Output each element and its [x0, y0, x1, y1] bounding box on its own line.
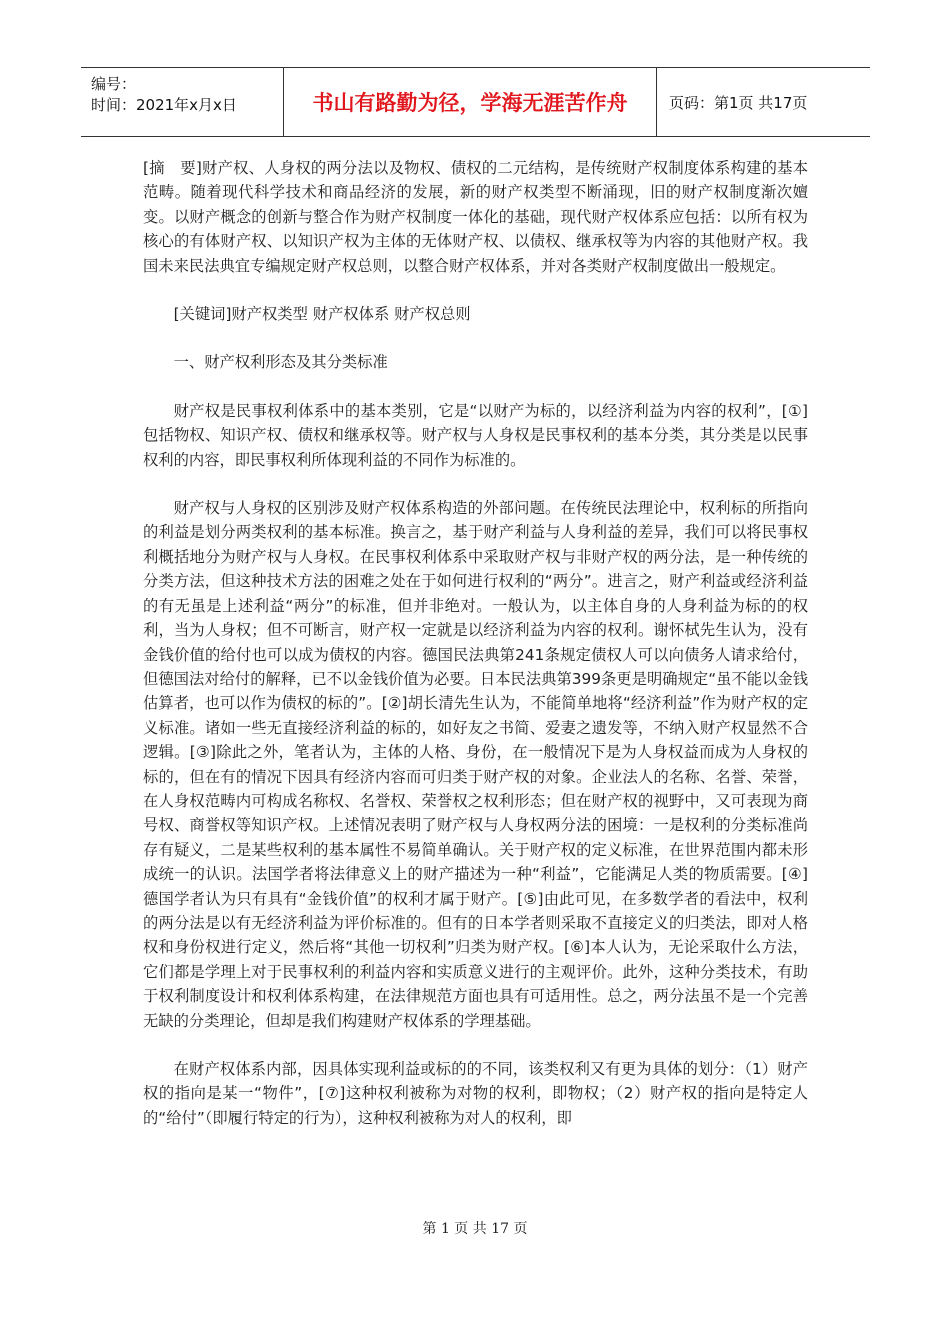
page-header [81, 67, 870, 137]
body-paragraph-2: 财产权与人身权的区别涉及财产权体系构造的外部问题。在传统民法理论中，权利标的所指向的利益是划分两类权利的基本标准。换言之，基于财产利益与人身利益的差异，我们可以将民事权利概括地分为财产权与人身权。在民事权利体系中采取财产权与非财产权的两分法，是一种传统的分类方法，但这种技术方法的困难之处在于如何进行权利的“两分”。进言之，财产利益或经济利益的有无虽是上述利益“两分”的标准，但并非绝对。一般认为，以主体自身的人身利益为标的的权利，当为人身权；但不可断言，财产权一定就是以经济利益为内容的权利。谢怀栻先生认为，没有金钱价值的给付也可以成为债权的内容。德国民法典第241条规定债权人可以向债务人请求给付，但德国法对给付的解释，已不以金钱价值为必要。日本民法典第399条更是明确规定“虽不能以金钱估算者，也可以作为债权的标的”。[②]胡长清先生认为，不能简单地将“经济利益”作为财产权的定义标准。诸如一些无直接经济利益的标的，如好友之书简、爱妻之遗发等，不纳入财产权显然不合逻辑。[③]除此之外，笔者认为，主体的人格、身份，在一般情况下是为人身权益而成为人身权的标的，但在有的情况下因具有经济内容而可归类于财产权的对象。企业法人的名称、名誉、荣誉，在人身权范畴内可构成名称权、名誉权、荣誉权之权利形态；但在财产权的视野中，又可表现为商号权、商誉权等知识产权。上述情况表明了财产权与人身权两分法的困境：一是权利的分类标准尚存有疑义，二是某些权利的基本属性不易简单确认。关于财产权的定义标准，在世界范围内都未形成统一的认识。法国学者将法律意义上的财产描述为一种“利益”，它能满足人类的物质需要。[④]德国学者认为只有具有“金钱价值”的权利才属于财产。[⑤]由此可见，在多数学者的看法中，权利的两分法是以有无经济利益为评价标准的。但有的日本学者则采取不直接定义的归类法，即对人格权和身份权进行定义，然后将“其他一切权利”归类为财产权。[⑥]本人认为，无论采取什么方法，它们都是学理上对于民事权利的利益内容和实质意义进行的主观评价。此外，这种分类技术，有助于权利制度设计和权利体系构建，在法律规范方面也具有可适用性。总之，两分法虽不是一个完善无缺的分类理论，但却是我们构建财产权体系的学理基础。 [143, 499, 808, 1030]
header-page-info: 页码：第1页 共17页 [669, 93, 808, 112]
section-title: 一、财产权利形态及其分类标准 [173, 353, 388, 372]
document-number-label: 编号： [91, 75, 137, 93]
header-meta [81, 68, 284, 136]
body-paragraph-3: 在财产权体系内部，因具体实现利益或标的的不同，该类权利又有更为具体的划分：（1）财产权的指向是某一“物件”，[⑦]这种权利被称为对物的权利，即物权；（2）财产权的指向是特定人的“给付”（即履行特定的行为），这种权利被称为对人的权利，即 [143, 1060, 808, 1127]
header-motto: 书山有路勤为径，学海无涯苦作舟 [284, 68, 657, 136]
document-body [143, 156, 808, 1130]
document-time-label: 时间：2021年x月x日 [91, 96, 237, 114]
body-paragraph-1: 财产权是民事权利体系中的基本类别，它是“以财产为标的，以经济利益为内容的权利”，[①]包括物权、知识产权、债权和继承权等。财产权与人身权是民事权利的基本分类，其分类是以民事权利的内容，即民事权利所体现利益的不同作为标准的。 [143, 401, 808, 469]
keywords-line: [关键词]财产权类型 财产权体系 财产权总则 [173, 305, 471, 324]
abstract-paragraph: [摘 要]财产权、人身权的两分法以及物权、债权的二元结构，是传统财产权制度体系构建的基本范畴。随着现代科学技术和商品经济的发展，新的财产权类型不断涌现，旧的财产权制度渐次嬗变。以财产概念的创新与整合作为财产权制度一体化的基础，现代财产权体系应包括：以所有权为核心的有体财产权、以知识产权为主体的无体财产权、以债权、继承权等为内容的其他财产权。我国未来民法典宜专编规定财产权总则，以整合财产权体系，并对各类财产权制度做出一般规定。 [143, 159, 808, 275]
page-footer-number: 第 1 页 共 17 页 [422, 1221, 528, 1237]
